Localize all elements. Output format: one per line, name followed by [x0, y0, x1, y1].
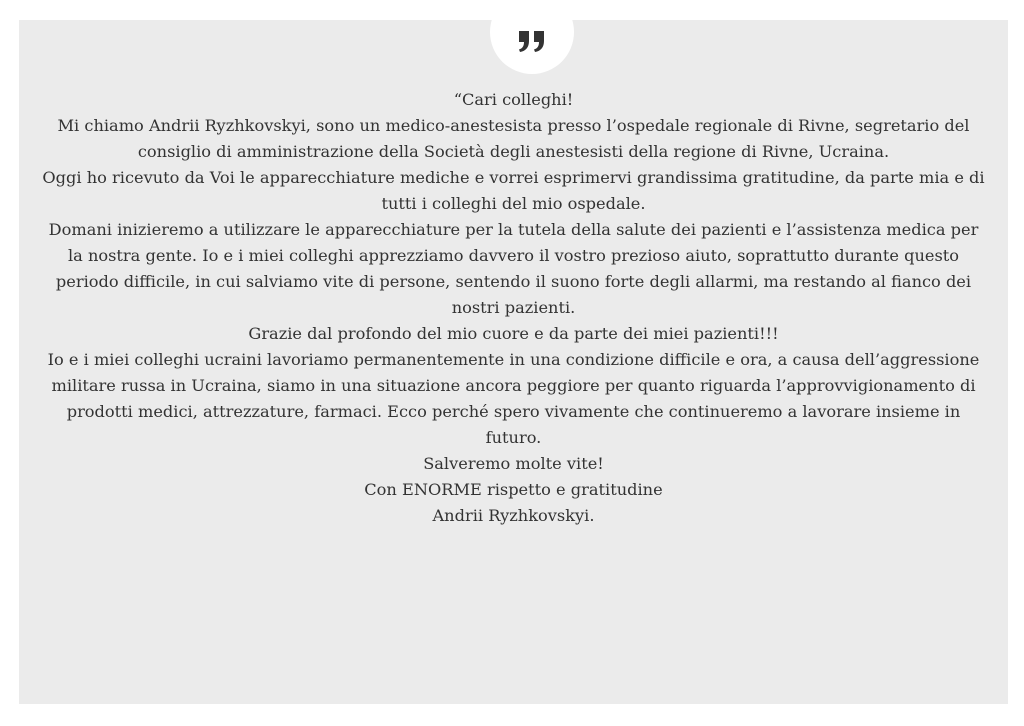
quote-paragraph: Grazie dal profondo del mio cuore e da parte dei miei pazienti!!!: [248, 324, 779, 343]
quote-text: [39, 87, 988, 529]
quote-paragraph: Salveremo molte vite!: [423, 454, 604, 473]
quote-paragraph: Oggi ho ricevuto da Voi le apparecchiature mediche e vorrei esprimervi grandissima gratitudine, da parte mia e di tutti i colleghi del mio ospedale.: [42, 168, 985, 213]
quote-greeting: “Cari colleghi!: [453, 90, 574, 109]
quote-paragraph: Domani inizieremo a utilizzare le apparecchiature per la tutela della salute dei pazienti e l’assistenza medica per la nostra gente. Io e i miei colleghi apprezziamo davvero il vostro prezioso aiuto, soprattutto durante questo periodo difficile, in cui salviamo vite di persone, sentendo il suono forte degli allarmi, ma restando al fianco dei nostri pazienti.: [48, 220, 979, 317]
quote-icon: [517, 29, 547, 53]
quote-badge: [490, 0, 574, 74]
testimonial-card: [19, 20, 1008, 704]
quote-paragraph: Mi chiamo Andrii Ryzhkovskyi, sono un medico-anestesista presso l’ospedale regionale di Rivne, segretario del consiglio di amministrazione della Società degli anestesisti della regione di Rivne, Ucraina.: [57, 116, 970, 161]
quote-signature: Andrii Ryzhkovskyi.: [432, 506, 595, 525]
quote-paragraph: Io e i miei colleghi ucraini lavoriamo permanentemente in una condizione difficile e ora, a causa dell’aggressione militare russa in Ucraina, siamo in una situazione ancora peggiore per quanto riguarda l’approvvigionamento di prodotti medici, attrezzature, farmaci. Ecco perché spero vivamente che continueremo a lavorare insieme in futuro.: [47, 350, 980, 447]
quote-closing: Con ENORME rispetto e gratitudine: [364, 480, 663, 499]
